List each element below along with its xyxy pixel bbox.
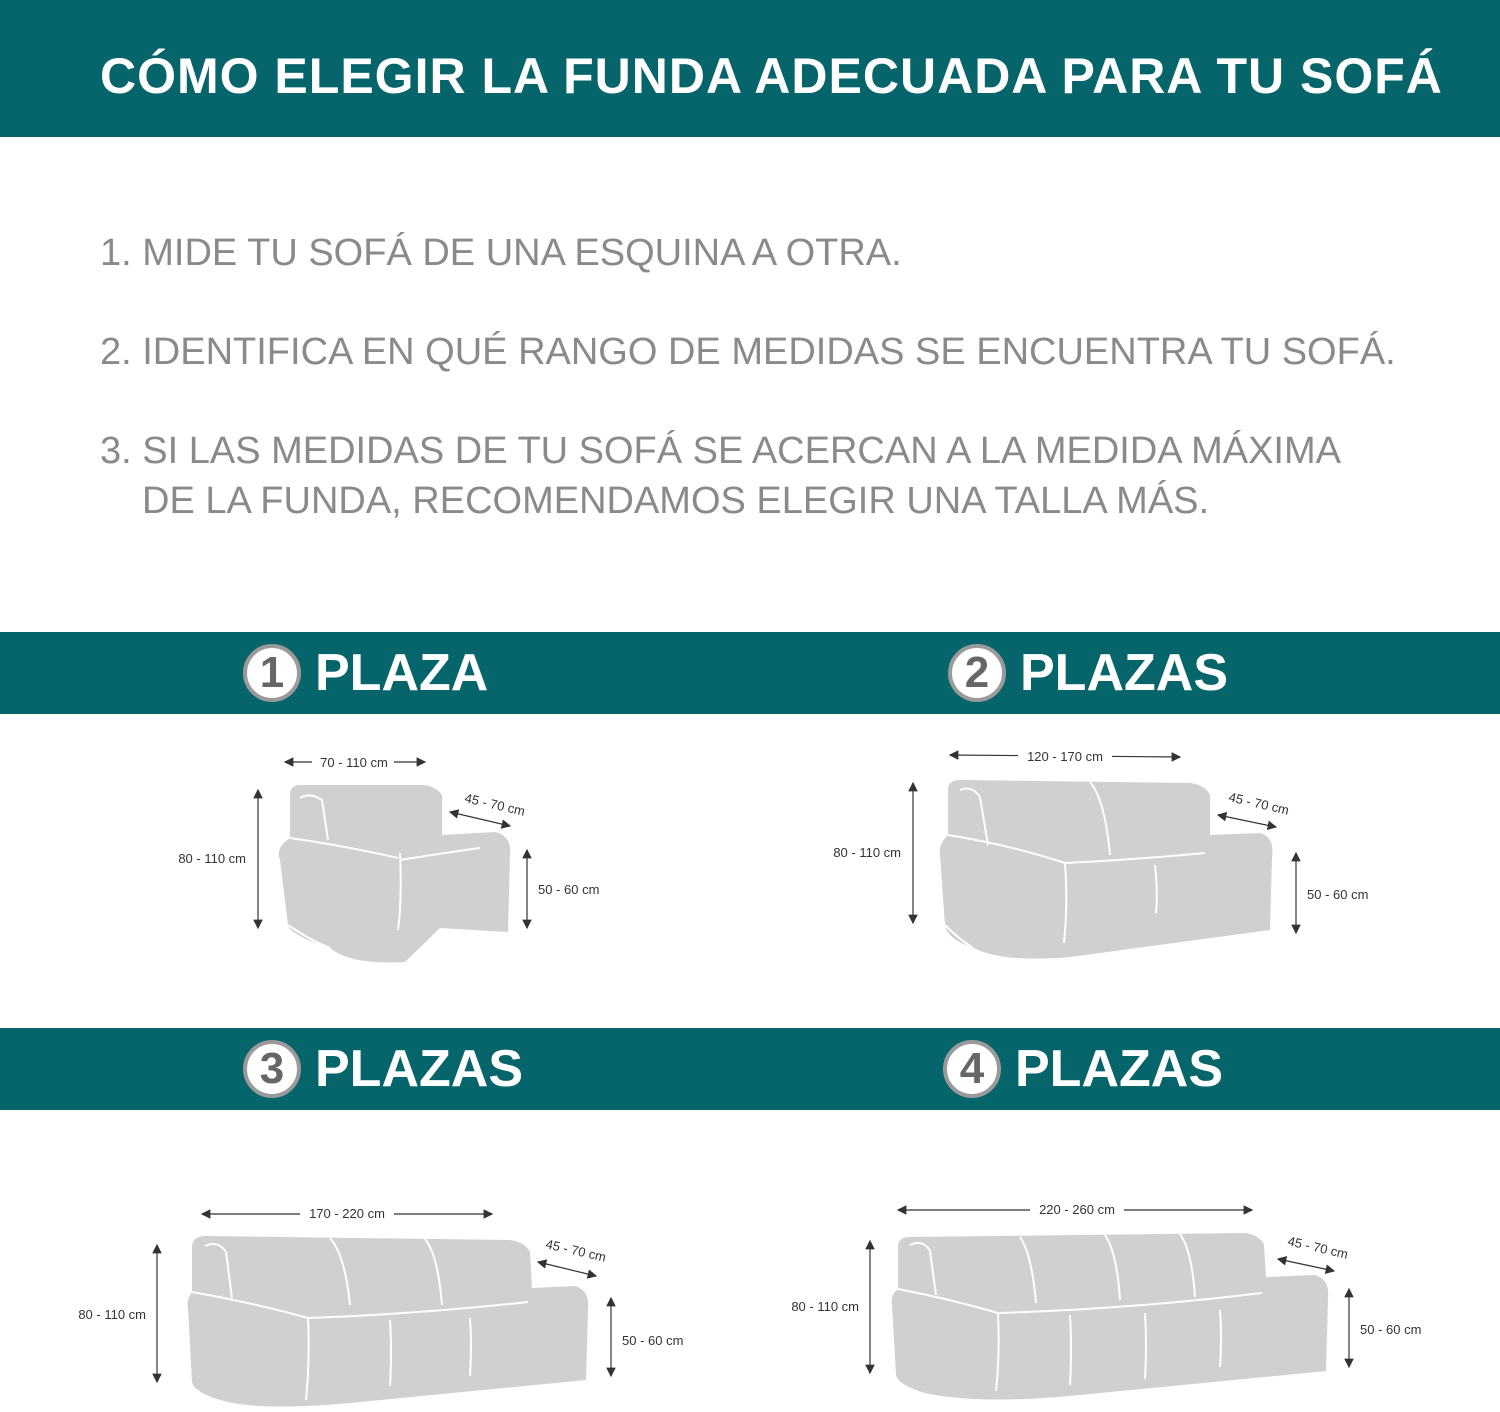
height-label-4: 80 - 110 cm	[791, 1299, 859, 1314]
size-band-2	[0, 1028, 1500, 1110]
number-badge-2: 2	[948, 644, 1006, 702]
size-header-2	[948, 638, 1228, 708]
sofa-2-illustration	[800, 735, 1420, 975]
size-header-1	[243, 638, 488, 708]
number-badge-3: 3	[243, 1040, 301, 1098]
sofa-3-shape	[188, 1236, 589, 1407]
size-header-4	[943, 1034, 1223, 1104]
seat-height-label-4: 50 - 60 cm	[1360, 1322, 1422, 1337]
width-label-4: 220 - 260 cm	[1039, 1202, 1115, 1217]
sofa-2-shape	[940, 780, 1273, 959]
size-header-3	[243, 1034, 523, 1104]
size-label-4: PLAZAS	[1015, 1040, 1223, 1098]
size-label-2: PLAZAS	[1020, 644, 1228, 702]
seat-height-label-3: 50 - 60 cm	[622, 1333, 684, 1348]
sofa-3-illustration	[60, 1190, 740, 1412]
width-label-3: 170 - 220 cm	[309, 1206, 385, 1221]
number-badge-4: 4	[943, 1040, 1001, 1098]
size-band-1	[0, 632, 1500, 714]
sofa-1-illustration	[150, 740, 630, 980]
depth-label-2: 45 - 70 cm	[1227, 789, 1291, 818]
width-label-2: 120 - 170 cm	[1027, 749, 1103, 764]
seat-height-label-1: 50 - 60 cm	[538, 882, 600, 897]
sofa-4-illustration	[780, 1185, 1480, 1410]
depth-label-1: 45 - 70 cm	[463, 790, 527, 819]
step-1: 1. MIDE TU SOFÁ DE UNA ESQUINA A OTRA.	[100, 232, 902, 274]
number-badge-1: 1	[243, 644, 301, 702]
sofa-1-shape	[279, 785, 510, 962]
depth-label-4: 45 - 70 cm	[1286, 1233, 1350, 1262]
size-label-3: PLAZAS	[315, 1040, 523, 1098]
height-label-1: 80 - 110 cm	[178, 851, 246, 866]
width-label-1: 70 - 110 cm	[320, 755, 388, 770]
page-title: CÓMO ELEGIR LA FUNDA ADECUADA PARA TU SOFÁ	[100, 48, 1443, 104]
size-label-1: PLAZA	[315, 644, 489, 702]
height-label-2: 80 - 110 cm	[833, 845, 901, 860]
step-2: 2. IDENTIFICA EN QUÉ RANGO DE MEDIDAS SE ENCUENTRA TU SOFÁ.	[100, 331, 1396, 373]
height-label-3: 80 - 110 cm	[78, 1307, 146, 1322]
sofa-4-shape	[892, 1233, 1329, 1400]
step-3-line-1: 3. SI LAS MEDIDAS DE TU SOFÁ SE ACERCAN A LA MEDIDA MÁXIMA	[100, 430, 1341, 472]
step-3-line-2: DE LA FUNDA, RECOMENDAMOS ELEGIR UNA TALLA MÁS.	[142, 480, 1210, 522]
depth-label-3: 45 - 70 cm	[544, 1236, 608, 1265]
title-banner	[0, 0, 1500, 137]
step-3	[100, 426, 1341, 526]
seat-height-label-2: 50 - 60 cm	[1307, 887, 1369, 902]
